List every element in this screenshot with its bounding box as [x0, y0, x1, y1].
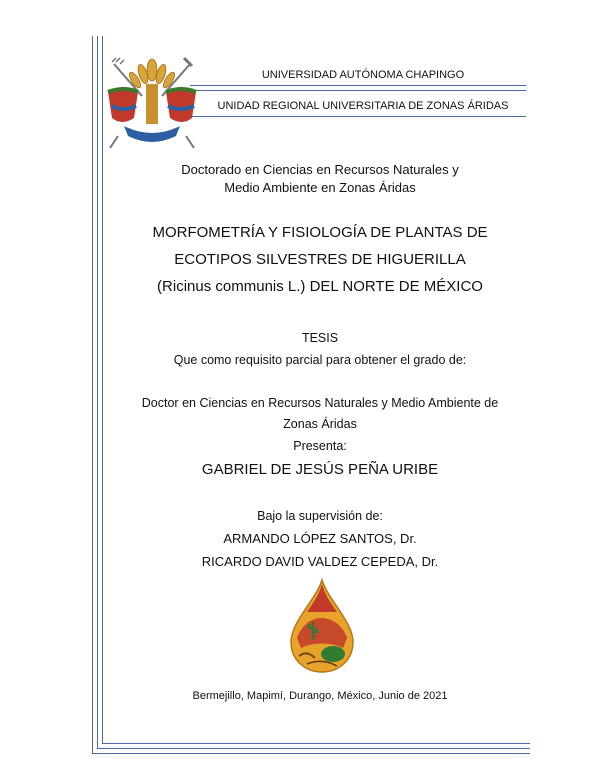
bottom-border-inner: [102, 743, 530, 744]
header-rule-1: [190, 85, 526, 86]
title-line-3: (Ricinus communis L.) DEL NORTE DE MÉXICO: [157, 278, 483, 295]
title-line-1: MORFOMETRÍA Y FISIOLOGÍA DE PLANTAS DE: [152, 224, 488, 241]
degree-line-2: Zonas Áridas: [283, 417, 357, 431]
left-border-middle: [97, 36, 98, 749]
supervisor-1: ARMANDO LÓPEZ SANTOS, Dr.: [223, 531, 417, 546]
left-border-inner: [102, 36, 103, 744]
bottom-border-middle: [97, 748, 530, 749]
thesis-label: TESIS: [301, 331, 339, 345]
author-name: GABRIEL DE JESÚS PEÑA URIBE: [201, 461, 439, 478]
regional-unit-name: UNIDAD REGIONAL UNIVERSITARIA DE ZONAS ÁRIDAS: [217, 100, 509, 112]
presents-label: Presenta:: [293, 439, 347, 453]
header-rule-2: [190, 90, 526, 91]
header-rule-3: [190, 116, 526, 117]
place-date: Bermejillo, Mapimí, Durango, México, Junio de 2021: [192, 690, 448, 702]
chapingo-emblem-icon: [104, 56, 200, 152]
bottom-border-outer: [92, 753, 530, 754]
degree-line-1: Doctor en Ciencias en Recursos Naturales y Medio Ambiente de: [141, 396, 499, 410]
zonas-aridas-drop-emblem-icon: [287, 578, 357, 674]
supervisor-2: RICARDO DAVID VALDEZ CEPEDA, Dr.: [201, 554, 439, 569]
university-name: UNIVERSIDAD AUTÓNOMA CHAPINGO: [261, 69, 465, 81]
left-border-outer: [92, 36, 93, 754]
program-line-1: Doctorado en Ciencias en Recursos Naturales y: [181, 162, 459, 177]
supervision-label: Bajo la supervisión de:: [257, 509, 383, 523]
program-line-2: Medio Ambiente en Zonas Áridas: [224, 180, 416, 195]
thesis-requirement: Que como requisito parcial para obtener el grado de:: [173, 353, 467, 367]
title-line-2: ECOTIPOS SILVESTRES DE HIGUERILLA: [174, 251, 466, 268]
